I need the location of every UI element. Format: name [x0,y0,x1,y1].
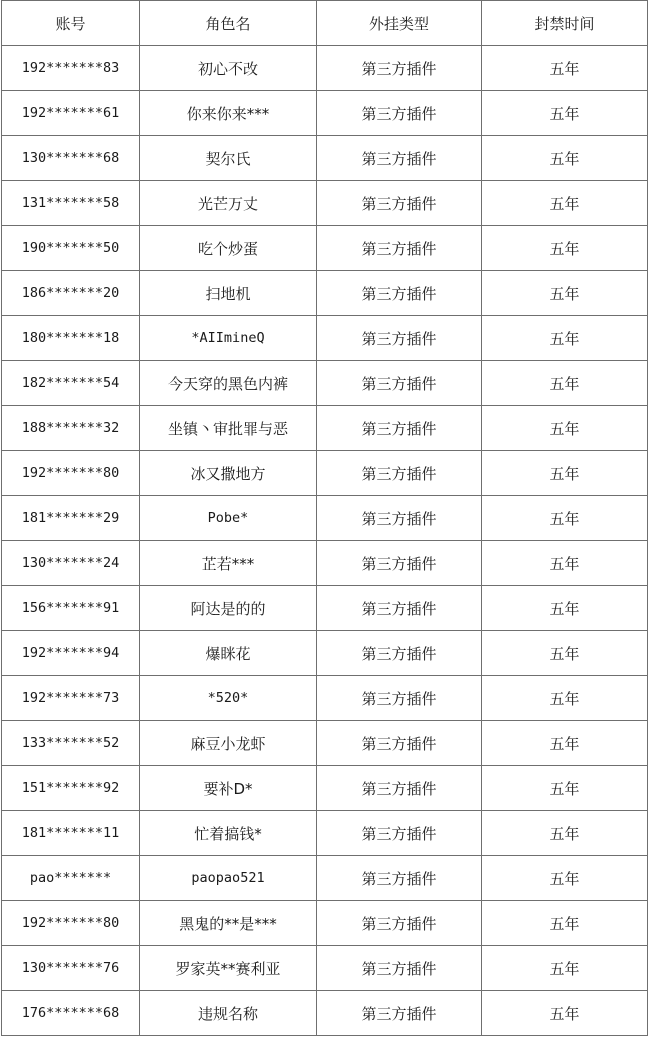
cheat-type-cell: 第三方插件 [317,721,482,766]
ban-duration-cell: 五年 [482,586,648,631]
ban-duration-cell: 五年 [482,226,648,271]
table-row [2,361,648,406]
table-body [2,46,648,1036]
account-cell: 151*******92 [2,766,140,811]
role-name-cell: 你来你来*** [140,91,317,136]
role-name-cell: 吃个炒蛋 [140,226,317,271]
role-name-cell: *AIImineQ [140,316,317,361]
table-row [2,946,648,991]
cheat-type-cell: 第三方插件 [317,136,482,181]
header-cheat-type: 外挂类型 [317,1,482,46]
ban-list-table [1,0,648,1036]
role-name-cell: 芷若*** [140,541,317,586]
ban-duration-cell: 五年 [482,91,648,136]
table-row [2,631,648,676]
cheat-type-cell: 第三方插件 [317,91,482,136]
table-header [2,1,648,46]
cheat-type-cell: 第三方插件 [317,541,482,586]
account-cell: 192*******73 [2,676,140,721]
cheat-type-cell: 第三方插件 [317,46,482,91]
account-cell: 130*******76 [2,946,140,991]
cheat-type-cell: 第三方插件 [317,406,482,451]
cheat-type-cell: 第三方插件 [317,991,482,1036]
account-cell: 192*******61 [2,91,140,136]
ban-duration-cell: 五年 [482,631,648,676]
role-name-cell: 罗家英**赛利亚 [140,946,317,991]
ban-duration-cell: 五年 [482,766,648,811]
role-name-cell: paopao521 [140,856,317,901]
cheat-type-cell: 第三方插件 [317,316,482,361]
role-name-cell: Pobe* [140,496,317,541]
table-row [2,721,648,766]
ban-duration-cell: 五年 [482,451,648,496]
header-row [2,1,648,46]
table-row [2,406,648,451]
account-cell: 180*******18 [2,316,140,361]
account-cell: 176*******68 [2,991,140,1036]
account-cell: 182*******54 [2,361,140,406]
account-cell: 192*******80 [2,451,140,496]
table-row [2,316,648,361]
table-row [2,811,648,856]
table-row [2,676,648,721]
role-name-cell: 初心不改 [140,46,317,91]
cheat-type-cell: 第三方插件 [317,181,482,226]
cheat-type-cell: 第三方插件 [317,946,482,991]
table-row [2,541,648,586]
header-account: 账号 [2,1,140,46]
role-name-cell: 违规名称 [140,991,317,1036]
cheat-type-cell: 第三方插件 [317,496,482,541]
ban-duration-cell: 五年 [482,496,648,541]
cheat-type-cell: 第三方插件 [317,766,482,811]
table-row [2,91,648,136]
role-name-cell: 忙着搞钱* [140,811,317,856]
account-cell: 156*******91 [2,586,140,631]
ban-duration-cell: 五年 [482,406,648,451]
ban-duration-cell: 五年 [482,811,648,856]
table-row [2,496,648,541]
cheat-type-cell: 第三方插件 [317,586,482,631]
account-cell: 190*******50 [2,226,140,271]
table-row [2,586,648,631]
ban-duration-cell: 五年 [482,181,648,226]
role-name-cell: 爆眯花 [140,631,317,676]
role-name-cell: 契尔氏 [140,136,317,181]
cheat-type-cell: 第三方插件 [317,271,482,316]
role-name-cell: 光芒万丈 [140,181,317,226]
role-name-cell: 冰又撒地方 [140,451,317,496]
table-row [2,901,648,946]
account-cell: 133*******52 [2,721,140,766]
ban-duration-cell: 五年 [482,361,648,406]
role-name-cell: 坐镇丶审批罪与恶 [140,406,317,451]
account-cell: 181*******29 [2,496,140,541]
ban-duration-cell: 五年 [482,541,648,586]
table-row [2,136,648,181]
table-row [2,226,648,271]
cheat-type-cell: 第三方插件 [317,676,482,721]
cheat-type-cell: 第三方插件 [317,361,482,406]
ban-duration-cell: 五年 [482,136,648,181]
role-name-cell: 黑鬼的**是*** [140,901,317,946]
table-row [2,451,648,496]
role-name-cell: 要补D* [140,766,317,811]
cheat-type-cell: 第三方插件 [317,631,482,676]
account-cell: 130*******68 [2,136,140,181]
account-cell: 186*******20 [2,271,140,316]
account-cell: 192*******94 [2,631,140,676]
header-ban-duration: 封禁时间 [482,1,648,46]
cheat-type-cell: 第三方插件 [317,811,482,856]
ban-duration-cell: 五年 [482,46,648,91]
account-cell: 192*******83 [2,46,140,91]
account-cell: 131*******58 [2,181,140,226]
cheat-type-cell: 第三方插件 [317,901,482,946]
ban-duration-cell: 五年 [482,316,648,361]
cheat-type-cell: 第三方插件 [317,856,482,901]
table-row [2,991,648,1036]
header-role-name: 角色名 [140,1,317,46]
ban-duration-cell: 五年 [482,991,648,1036]
cheat-type-cell: 第三方插件 [317,226,482,271]
ban-duration-cell: 五年 [482,676,648,721]
role-name-cell: 阿达是的的 [140,586,317,631]
table-row [2,181,648,226]
ban-duration-cell: 五年 [482,856,648,901]
account-cell: 188*******32 [2,406,140,451]
ban-duration-cell: 五年 [482,901,648,946]
table-row [2,46,648,91]
role-name-cell: 扫地机 [140,271,317,316]
role-name-cell: 今天穿的黑色内裤 [140,361,317,406]
table-row [2,766,648,811]
cheat-type-cell: 第三方插件 [317,451,482,496]
ban-duration-cell: 五年 [482,271,648,316]
ban-duration-cell: 五年 [482,721,648,766]
account-cell: pao******* [2,856,140,901]
table-row [2,856,648,901]
account-cell: 192*******80 [2,901,140,946]
role-name-cell: 麻豆小龙虾 [140,721,317,766]
ban-duration-cell: 五年 [482,946,648,991]
account-cell: 181*******11 [2,811,140,856]
table-row [2,271,648,316]
role-name-cell: *520* [140,676,317,721]
account-cell: 130*******24 [2,541,140,586]
